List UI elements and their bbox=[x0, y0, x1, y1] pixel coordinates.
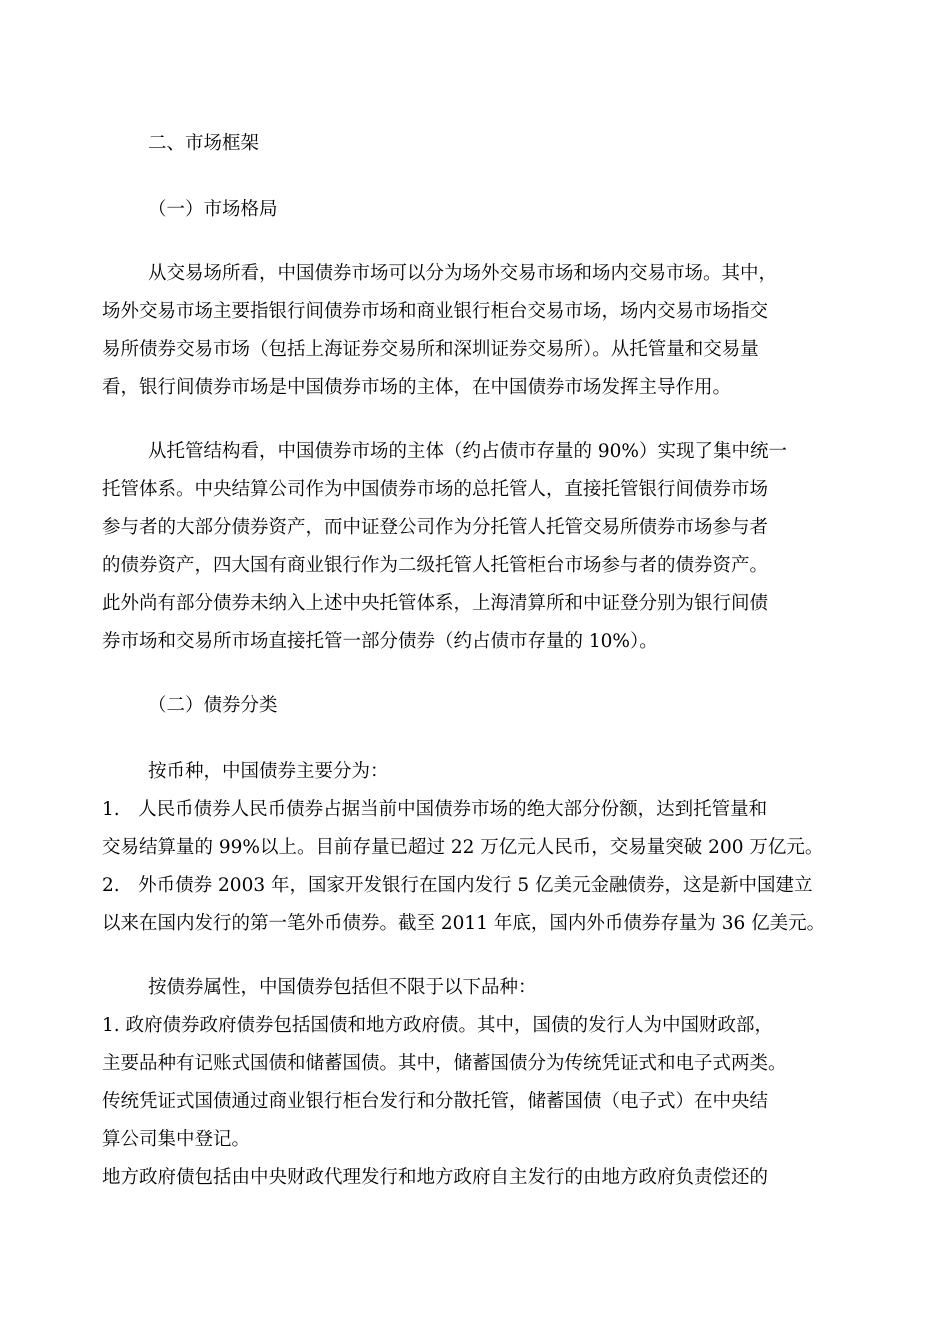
section-heading: 二、市场框架 bbox=[148, 133, 260, 154]
paragraph-line: 易所债券交易市场（包括上海证券交易所和深圳证券交易所）。从托管量和交易量 bbox=[102, 339, 759, 360]
paragraph-line: 的债券资产，四大国有商业银行作为二级托管人托管柜台市场参与者的债券资产。 bbox=[102, 555, 769, 576]
subsection-heading-bond-classification: （二）债券分类 bbox=[148, 695, 278, 716]
list-item: 地方政府债包括由中央财政代理发行和地方政府自主发行的由地方政府负责偿还的 bbox=[102, 1167, 769, 1188]
list-item: 1. 人民币债券人民币债券占据当前中国债券市场的绝大部分份额，达到托管量和 bbox=[102, 799, 768, 820]
paragraph-line: 券市场和交易所市场直接托管一部分债券（约占债市存量的 10%）。 bbox=[102, 631, 658, 652]
list-item: 以来在国内发行的第一笔外币债券。截至 2011 年底，国内外币债券存量为 36 亿美元。 bbox=[102, 913, 826, 934]
paragraph-line: 从交易场所看，中国债券市场可以分为场外交易市场和场内交易市场。其中， bbox=[148, 263, 778, 284]
paragraph-line: 此外尚有部分债券未纳入上述中央托管体系，上海清算所和中证登分别为银行间债 bbox=[102, 593, 769, 614]
list-item: 算公司集中登记。 bbox=[102, 1129, 251, 1150]
list-item: 主要品种有记账式国债和储蓄国债。其中，储蓄国债分为传统凭证式和电子式两类。 bbox=[102, 1053, 787, 1074]
list-item: 2. 外币债券 2003 年，国家开发银行在国内发行 5 亿美元金融债券，这是新中国建立 bbox=[102, 875, 813, 896]
currency-intro: 按币种，中国债券主要分为： bbox=[148, 761, 389, 782]
paragraph-line: 托管体系。中央结算公司作为中国债券市场的总托管人，直接托管银行间债券市场 bbox=[102, 479, 769, 500]
paragraph-line: 场外交易市场主要指银行间债券市场和商业银行柜台交易市场，场内交易市场指交 bbox=[102, 301, 769, 322]
paragraph-line: 看，银行间债券市场是中国债券市场的主体，在中国债券市场发挥主导作用。 bbox=[102, 377, 732, 398]
paragraph-line: 参与者的大部分债券资产，而中证登公司作为分托管人托管交易所债券市场参与者 bbox=[102, 517, 769, 538]
list-item: 传统凭证式国债通过商业银行柜台发行和分散托管，储蓄国债（电子式）在中央结 bbox=[102, 1091, 769, 1112]
list-item: 交易结算量的 99%以上。目前存量已超过 22 万亿元人民币，交易量突破 200 万亿元。 bbox=[102, 837, 824, 858]
paragraph-line: 从托管结构看，中国债券市场的主体（约占债市存量的 90%）实现了集中统一 bbox=[148, 441, 788, 462]
subsection-heading-market-structure: （一）市场格局 bbox=[148, 199, 278, 220]
attribute-intro: 按债券属性，中国债券包括但不限于以下品种： bbox=[148, 977, 537, 998]
list-item: 1. 政府债券政府债券包括国债和地方政府债。其中，国债的发行人为中国财政部， bbox=[102, 1015, 774, 1036]
